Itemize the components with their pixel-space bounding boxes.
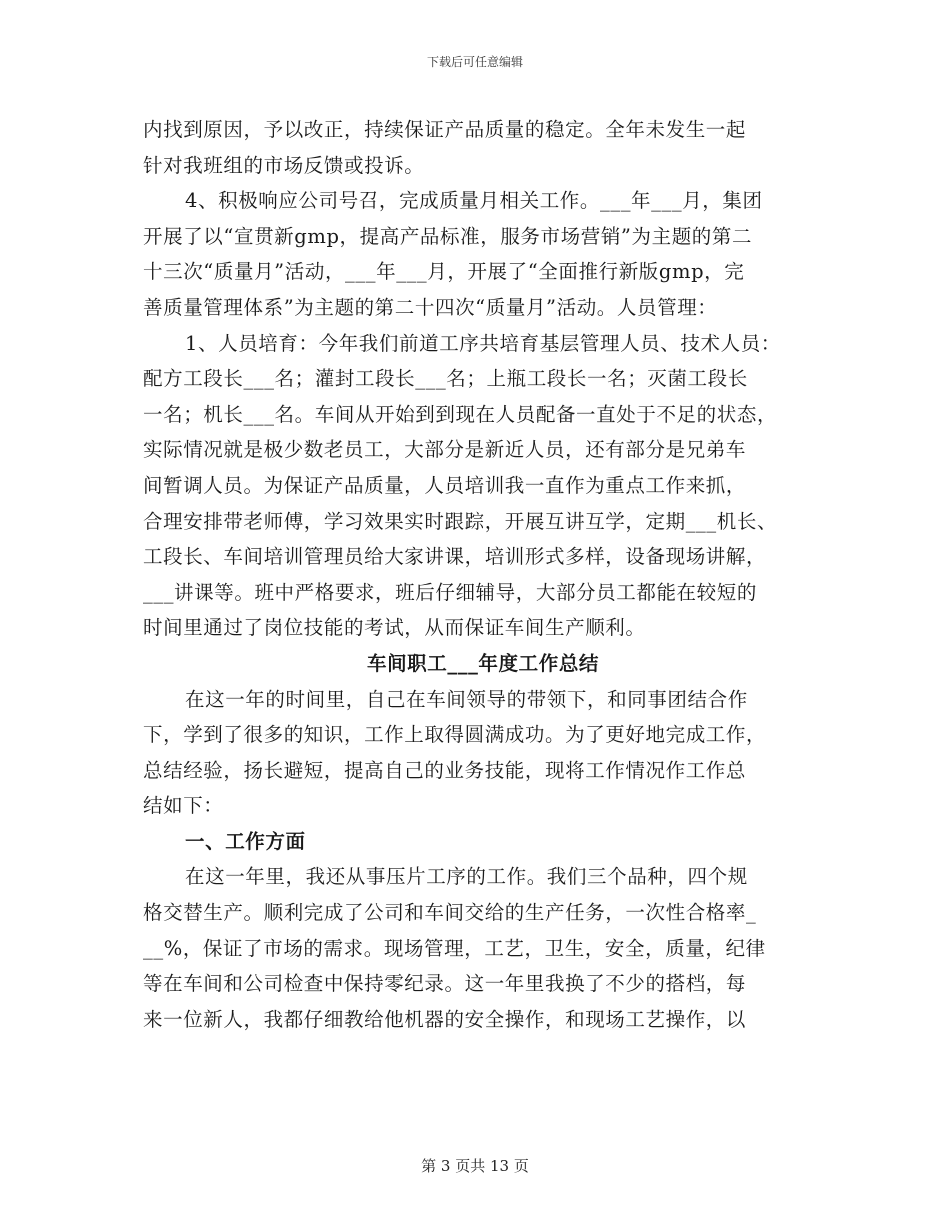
paragraph-line: 结如下：	[143, 794, 224, 818]
document-body	[143, 112, 823, 1037]
paragraph-line: ___讲课等。班中严格要求，班后仔细辅导，大部分员工都能在较短的	[143, 580, 757, 604]
paragraph-line: 合理安排带老师傅，学习效果实时跟踪，开展互讲互学，定期___机长、	[143, 509, 778, 533]
paragraph-line: 一名；机长___名。车间从开始到到现在人员配备一直处于不足的状态，	[143, 402, 778, 426]
paragraph-line: 十三次“质量月”活动，___年___月，开展了“全面推行新版gmp，完	[143, 260, 745, 284]
paragraph-line: 等在车间和公司检查中保持零纪录。这一年里我换了不少的搭档，每	[143, 972, 747, 996]
paragraph-line: 善质量管理体系”为主题的第二十四次“质量月”活动。人员管理：	[143, 295, 718, 319]
paragraph-line: 下，学到了很多的知识，工作上取得圆满成功。为了更好地完成工作，	[143, 723, 767, 747]
paragraph-line: 来一位新人，我都仔细教给他机器的安全操作，和现场工艺操作，以	[143, 1007, 747, 1031]
paragraph-line: 实际情况就是极少数老员工，大部分是新近人员，还有部分是兄弟车	[143, 438, 747, 462]
paragraph-line: 间暂调人员。为保证产品质量，人员培训我一直作为重点工作来抓，	[143, 473, 747, 497]
page-header: 下载后可任意编辑	[426, 55, 523, 69]
section-heading: 一、工作方面	[185, 829, 306, 853]
paragraph-line: 内找到原因，予以改正，持续保证产品质量的稳定。全年未发生一起	[143, 118, 747, 141]
paragraph-line: 总结经验，扬长避短，提高自己的业务技能，现将工作情况作工作总	[143, 758, 747, 782]
paragraph-line: 1、人员培育：今年我们前道工序共培育基层管理人员、技术人员：	[185, 331, 781, 355]
paragraph-line: 开展了以“宣贯新gmp，提高产品标准，服务市场营销”为主题的第二	[143, 224, 753, 248]
paragraph-line: 针对我班组的市场反馈或投诉。	[143, 153, 425, 177]
page-number: 第 3 页共 13 页	[421, 1157, 529, 1175]
paragraph-line: 在这一年里，我还从事压片工序的工作。我们三个品种，四个规	[185, 865, 748, 889]
paragraph-line: 格交替生产。顺利完成了公司和车间交给的生产任务，一次性合格率_	[143, 901, 757, 925]
section-title: 车间职工___年度工作总结	[366, 651, 600, 675]
paragraph-line: 配方工段长___名；灌封工段长___名；上瓶工段长一名；灭菌工段长	[143, 367, 748, 391]
paragraph-line: 在这一年的时间里，自己在车间领导的带领下，和同事团结合作	[185, 687, 748, 711]
paragraph-line: 4、积极响应公司号召，完成质量月相关工作。___年___月，集团	[185, 189, 763, 213]
paragraph-line: __%，保证了市场的需求。现场管理，工艺，卫生，安全，质量，纪律	[143, 936, 766, 960]
paragraph-line: 工段长、车间培训管理员给大家讲课，培训形式多样，设备现场讲解，	[143, 545, 767, 569]
paragraph-line: 时间里通过了岗位技能的考试，从而保证车间生产顺利。	[143, 616, 646, 640]
